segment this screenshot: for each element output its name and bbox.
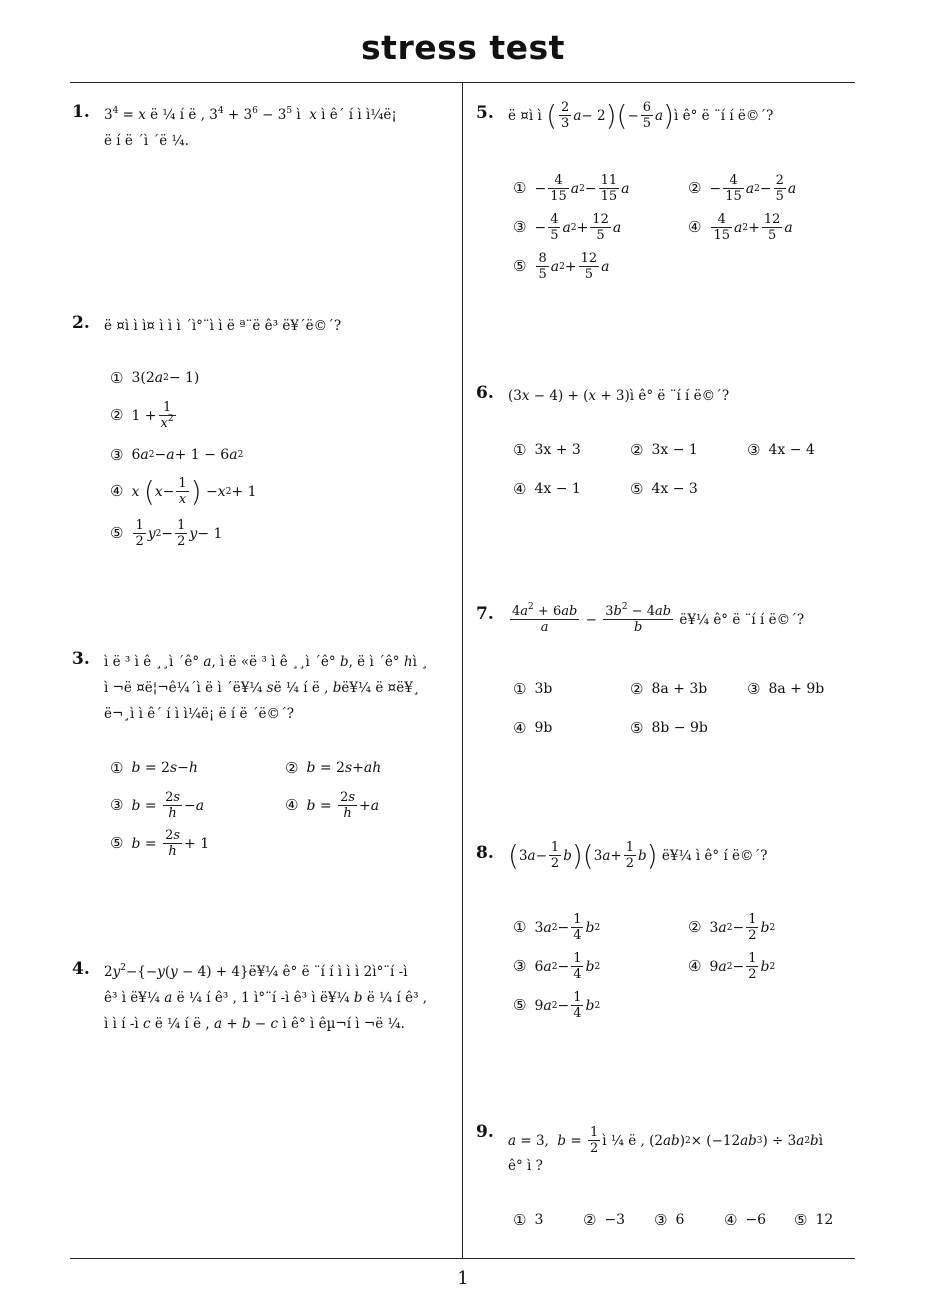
option-2[interactable]: ② −3 — [583, 1210, 626, 1229]
option-1[interactable]: ① 3 — [513, 1210, 544, 1229]
question-text: (3x − 4) + (x + 3)ì ê° ë ¨í í ë©´? — [508, 388, 730, 404]
option-3[interactable]: ③ 8a + 9b — [747, 679, 825, 698]
column-divider — [462, 83, 463, 1258]
option-1[interactable]: ① − $\frac{4}{15}$ a 2 − $\frac{11}{15}$ a — [513, 173, 630, 204]
option-2[interactable]: ② 3x − 1 — [630, 440, 698, 459]
option-3[interactable]: ③ b = $\frac{2s}{h}$ − a — [110, 790, 205, 821]
option-4[interactable]: ④ b = $\frac{2s}{h}$ + a — [285, 790, 380, 821]
option-4[interactable]: ④ $\frac{4}{15}$ a 2 + $\frac{12}{5}$ a — [688, 212, 793, 243]
question-text: ê° ì ? — [508, 1158, 543, 1174]
option-1[interactable]: ① b = 2 s − h — [110, 758, 198, 777]
question-number: 3. — [72, 649, 90, 669]
option-5[interactable]: ⑤ b = $\frac{2s}{h}$ + 1 — [110, 828, 210, 859]
option-3[interactable]: ③ 6 a 2 − $\frac{1}{4}$ b 2 — [513, 951, 601, 982]
option-5[interactable]: ⑤ 9 a 2 − $\frac{1}{4}$ b 2 — [513, 990, 601, 1021]
question-number: 2. — [72, 313, 90, 333]
option-4[interactable]: ④ x ( x − $\frac{1}{x}$ ) − x 2 + 1 — [110, 474, 257, 508]
page-number: 1 — [457, 1268, 469, 1289]
question-number: 9. — [476, 1122, 494, 1142]
option-1[interactable]: ① 3 a 2 − $\frac{1}{4}$ b 2 — [513, 912, 601, 943]
question-text: ë ¤ì ì ì¤ ì ì ì ´ì°¨ì ì ë ª¨ë ê³ ë¥´ë©´? — [104, 318, 342, 334]
question-text: $2y^2-\{-y(y - 4)$ + 4}ë¥¼ ê° ë ¨í í ì ì ì 2ì°¨í -ì — [104, 963, 408, 980]
option-1[interactable]: ① 3b — [513, 679, 553, 698]
option-4[interactable]: ④ 9b — [513, 718, 553, 737]
question-number: 5. — [476, 103, 494, 123]
question-text: $\frac{4a^2 + 6ab}{a}$ − $\frac{3b^2 - 4ab}{b}$ ë¥¼ ê° ë ¨í í ë©´? — [512, 602, 805, 635]
question-text: ì ¬ë ¤ë¦¬ê¼´ì ë ì ´ë¥¼ së ¼ í ë , bë¥¼ ë ¤ë¥¸ — [104, 680, 420, 696]
option-1[interactable]: ① 3x + 3 — [513, 440, 581, 459]
option-3[interactable]: ③ 6 — [654, 1210, 685, 1229]
question-number: 6. — [476, 383, 494, 403]
question-text: ê³ ì ë¥¼ a ë ¼ í ê³ , 1 ì°¨í -ì ê³ ì ë¥¼ b ë ¼ í ê³ , — [104, 990, 428, 1006]
question-text: ( 3 a − $\frac{1}{2}$ b ) ( 3 a + $\frac{1}{2}$ b ) ë¥¼ ì ê° í ë©´? — [508, 838, 768, 872]
option-1[interactable]: ① 3(2 a 2 − 1) — [110, 368, 200, 387]
option-4[interactable]: ④ 9 a 2 − $\frac{1}{2}$ b 2 — [688, 951, 776, 982]
bottom-rule — [70, 1258, 855, 1259]
option-2[interactable]: ② 1 + $\frac{1}{x^2}$ — [110, 400, 174, 431]
option-2[interactable]: ② − $\frac{4}{15}$ a 2 − $\frac{2}{5}$ a — [688, 173, 797, 204]
option-4[interactable]: ④ −6 — [724, 1210, 767, 1229]
page-title: stress test — [361, 28, 565, 67]
option-2[interactable]: ② 8a + 3b — [630, 679, 708, 698]
option-5[interactable]: ⑤ 12 — [794, 1210, 834, 1229]
option-3[interactable]: ③ 6 a 2 − a + 1 − 6 a 2 — [110, 445, 244, 464]
option-3[interactable]: ③ − $\frac{4}{5}$ a 2 + $\frac{12}{5}$ a — [513, 212, 622, 243]
question-number: 8. — [476, 843, 494, 863]
question-text: ë ¤ì ì ( $\frac{2}{3}$ a − 2 ) ( − $\frac{6}{5}$ a ) ì ê° ë ¨í í ë©´? — [508, 98, 774, 132]
question-number: 1. — [72, 102, 90, 122]
option-5[interactable]: ⑤ 4x − 3 — [630, 479, 698, 498]
question-text: ë¬¸ì ì ê´ í ì ì¼ë¡ ë í ë ´ë©´? — [104, 706, 295, 722]
option-5[interactable]: ⑤ $\frac{1}{2}$ y 2 − $\frac{1}{2}$ y − 1 — [110, 518, 223, 549]
option-3[interactable]: ③ 4x − 4 — [747, 440, 815, 459]
question-text: ë í ë ´ì ´ë ¼. — [104, 133, 189, 149]
option-5[interactable]: ⑤ $\frac{8}{5}$ a 2 + $\frac{12}{5}$ a — [513, 251, 610, 282]
option-2[interactable]: ② 3 a 2 − $\frac{1}{2}$ b 2 — [688, 912, 776, 943]
question-number: 4. — [72, 959, 90, 979]
question-text: ì ë ³ ì ê ¸¸ì ´ê° a, ì ë «ë ³ ì ê ¸¸ì ´ê° b, ë ì ´ê° hì ¸ — [104, 654, 428, 670]
question-number: 7. — [476, 604, 494, 624]
option-2[interactable]: ② b = 2 s + ah — [285, 758, 382, 777]
question-text: a = 3, b = $\frac{1}{2}$ ì ¼ ë , (2 ab ) 2 × (−12 ab 3 ) ÷ 3 a 2 b ì — [508, 1125, 824, 1156]
question-text: $3^4 = x$ ë ¼ í ë , $3^4 + 3^6 - 3^5$ ì x ì ê´ í ì ì¼ë¡ — [104, 106, 397, 123]
question-text: ì ì í -ì c ë ¼ í ë , a + b − c ì ê° ì êµ¬í ì ¬ë ¼. — [104, 1016, 405, 1032]
option-4[interactable]: ④ 4x − 1 — [513, 479, 581, 498]
option-5[interactable]: ⑤ 8b − 9b — [630, 718, 708, 737]
